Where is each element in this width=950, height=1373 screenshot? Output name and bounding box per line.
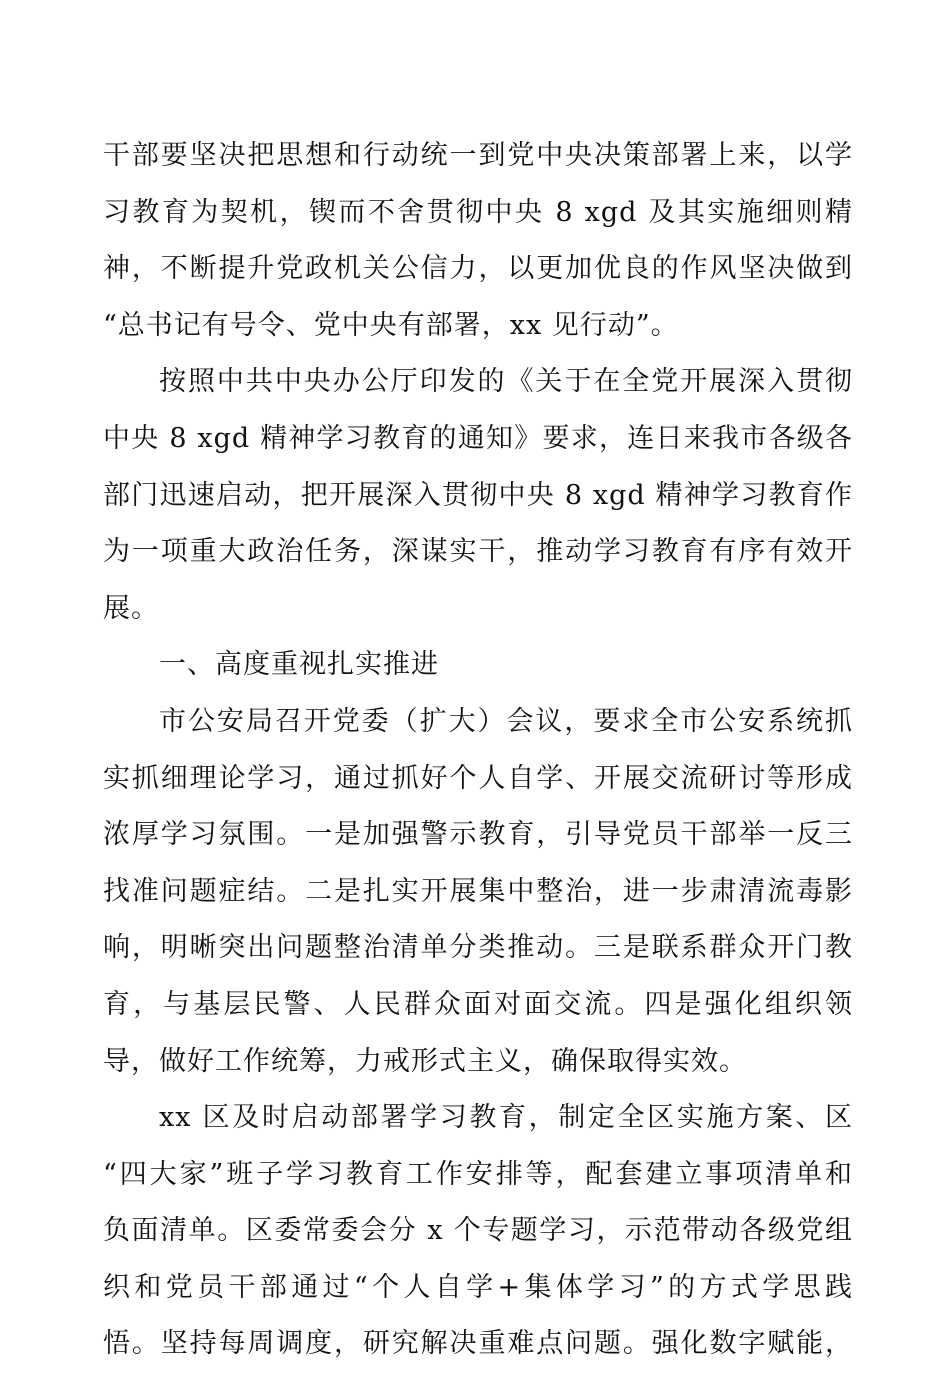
document-body bbox=[103, 128, 853, 1373]
paragraph-line: 浓厚学习氛围。一是加强警示教育，引导党员干部举一反三 bbox=[103, 819, 853, 851]
paragraph-line: 部门迅速启动，把开展深入贯彻中央 8 xgd 精神学习教育作 bbox=[103, 479, 853, 511]
paragraph-line: 织和党员干部通过“个人自学+集体学习”的方式学思践 bbox=[103, 1271, 853, 1303]
paragraph-line: 实抓细理论学习，通过抓好个人自学、开展交流研讨等形成 bbox=[103, 762, 853, 794]
paragraph-line: 干部要坚决把思想和行动统一到党中央决策部署上来，以学 bbox=[103, 140, 853, 171]
paragraph-line: 负面清单。区委常委会分 x 个专题学习，示范带动各级党组 bbox=[103, 1215, 853, 1247]
paragraph-line: 响，明晰突出问题整治清单分类推动。三是联系群众开门教 bbox=[103, 932, 853, 964]
paragraph-line: 悟。坚持每周调度，研究解决重难点问题。强化数字赋能， bbox=[103, 1328, 853, 1360]
section-heading: 一、高度重视扎实推进 bbox=[159, 649, 439, 681]
paragraph-line: “四大家”班子学习教育工作安排等，配套建立事项清单和 bbox=[103, 1158, 853, 1190]
paragraph-line: 市公安局召开党委（扩大）会议，要求全市公安系统抓 bbox=[159, 705, 853, 737]
paragraph-line: xx 区及时启动部署学习教育，制定全区实施方案、区 bbox=[159, 1102, 853, 1134]
paragraph-line: 育，与基层民警、人民群众面对面交流。四是强化组织领 bbox=[103, 988, 853, 1020]
paragraph-line: 为一项重大政治任务，深谋实干，推动学习教育有序有效开 bbox=[103, 536, 853, 568]
paragraph-line: 神，不断提升党政机关公信力，以更加优良的作风坚决做到 bbox=[103, 253, 853, 285]
paragraph-line: 习教育为契机，锲而不舍贯彻中央 8 xgd 及其实施细则精 bbox=[103, 196, 853, 228]
paragraph-line: 按照中共中央办公厅印发的《关于在全党开展深入贯彻 bbox=[159, 366, 853, 398]
paragraph-line: “总书记有号令、党中央有部署，xx 见行动”。 bbox=[103, 309, 679, 341]
paragraph-line: 展。 bbox=[103, 592, 159, 624]
paragraph-line: 中央 8 xgd 精神学习教育的通知》要求，连日来我市各级各 bbox=[103, 422, 853, 454]
paragraph-line: 导，做好工作统筹，力戒形式主义，确保取得实效。 bbox=[103, 1045, 747, 1077]
paragraph-line: 找准问题症结。二是扎实开展集中整治，进一步肃清流毒影 bbox=[103, 875, 853, 907]
